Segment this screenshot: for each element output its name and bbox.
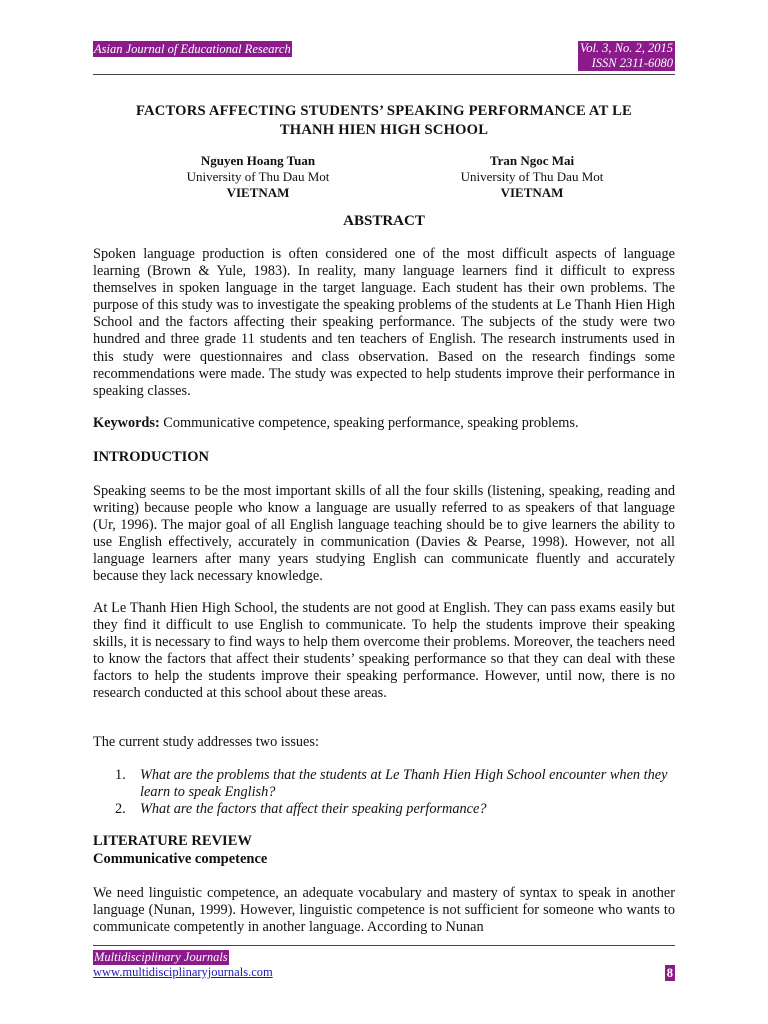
volume-info: Vol. 3, No. 2, 2015 bbox=[579, 41, 673, 55]
abstract-heading: ABSTRACT bbox=[343, 213, 425, 229]
author-name: Nguyen Hoang Tuan bbox=[200, 153, 316, 168]
author-1 bbox=[128, 153, 388, 201]
paper-title bbox=[93, 102, 675, 140]
title-line-2: THANH HIEN HIGH SCHOOL bbox=[279, 122, 489, 138]
footer-rule bbox=[93, 945, 675, 946]
research-questions bbox=[93, 767, 675, 818]
author-affiliation: University of Thu Dau Mot bbox=[186, 169, 330, 184]
publisher-url-link[interactable]: www.multidisciplinaryjournals.com bbox=[93, 965, 273, 979]
page-number: 8 bbox=[666, 966, 673, 980]
issn: ISSN 2311-6080 bbox=[591, 56, 673, 70]
author-affiliation: University of Thu Dau Mot bbox=[460, 169, 604, 184]
publisher-name: Multidisciplinary Journals bbox=[94, 950, 228, 964]
header-rule bbox=[93, 74, 675, 75]
list-item bbox=[93, 801, 675, 818]
author-name: Tran Ngoc Mai bbox=[489, 153, 575, 168]
question-text: What are the factors that affect their speaking performance? bbox=[140, 801, 487, 818]
journal-name: Asian Journal of Educational Research bbox=[94, 42, 291, 56]
abstract-text: Spoken language production is often considered one of the most difficult aspects of language learning (Brown & Yule, 1983). In reality, many language learners find it difficult to express themselves in spoken language in the target language. Each student has their own problems. The purpose of this study was to investigate the speaking problems of the students at Le Thanh Hien High School and the factors affecting their speaking performance. The subjects of the study were two hundred and three grade 11 students and ten teachers of English. The research instruments used in this study were questionnaires and class observation. Based on the research findings some recommendations were made. The study was expected to help students improve their performance in speaking classes. bbox=[93, 246, 675, 399]
keywords-text: Communicative competence, speaking performance, speaking problems. bbox=[163, 415, 579, 431]
intro-heading: INTRODUCTION bbox=[93, 449, 210, 465]
keywords-label: Keywords: bbox=[93, 415, 160, 431]
keywords bbox=[93, 415, 675, 432]
literature-heading: LITERATURE REVIEW bbox=[93, 833, 252, 849]
title-line-1: FACTORS AFFECTING STUDENTS’ SPEAKING PERFORMANCE AT LE bbox=[136, 103, 632, 119]
intro-paragraph-2: At Le Thanh Hien High School, the students are not good at English. They can pass exams easily but they find it difficult to use English to communicate. To help the students improve their speaking skills, it is necessary to find ways to help them overcome their problems. Moreover, the teachers need to know the factors that affect their students’ speaking performance so that they can deal with these factors to help the students improve their speaking performance. However, until now, there is no research conducted at this school about these areas. bbox=[93, 600, 675, 702]
question-text: What are the problems that the students at Le Thanh Hien High School encounter when they learn to speak English? bbox=[140, 767, 668, 801]
author-2 bbox=[402, 153, 662, 201]
literature-paragraph-1: We need linguistic competence, an adequate vocabulary and mastery of syntax to speak in another language (Nunan, 1999). However, linguistic competence is not sufficient for someone who wants to communicate competently in another language. According to Nunan bbox=[93, 885, 675, 936]
author-country: VIETNAM bbox=[226, 185, 290, 200]
list-number: 2. bbox=[115, 801, 126, 818]
author-country: VIETNAM bbox=[500, 185, 564, 200]
intro-paragraph-3: The current study addresses two issues: bbox=[93, 734, 319, 750]
literature-subheading: Communicative competence bbox=[93, 851, 268, 867]
list-item bbox=[93, 767, 675, 801]
volume-issn-block bbox=[578, 41, 675, 71]
list-number: 1. bbox=[115, 767, 126, 783]
intro-paragraph-1: Speaking seems to be the most important skills of all the four skills (listening, speaking, reading and writing) because people who know a language are usually referred to as speakers of that language (Ur, 1996). The major goal of all English language teaching should be to give learners the ability to use English effectively, accurately in communication (Davies & Pearse, 1998). However, not all language learners after many years studying English can communicate fluently and accurately because they lack necessary knowledge. bbox=[93, 483, 675, 585]
